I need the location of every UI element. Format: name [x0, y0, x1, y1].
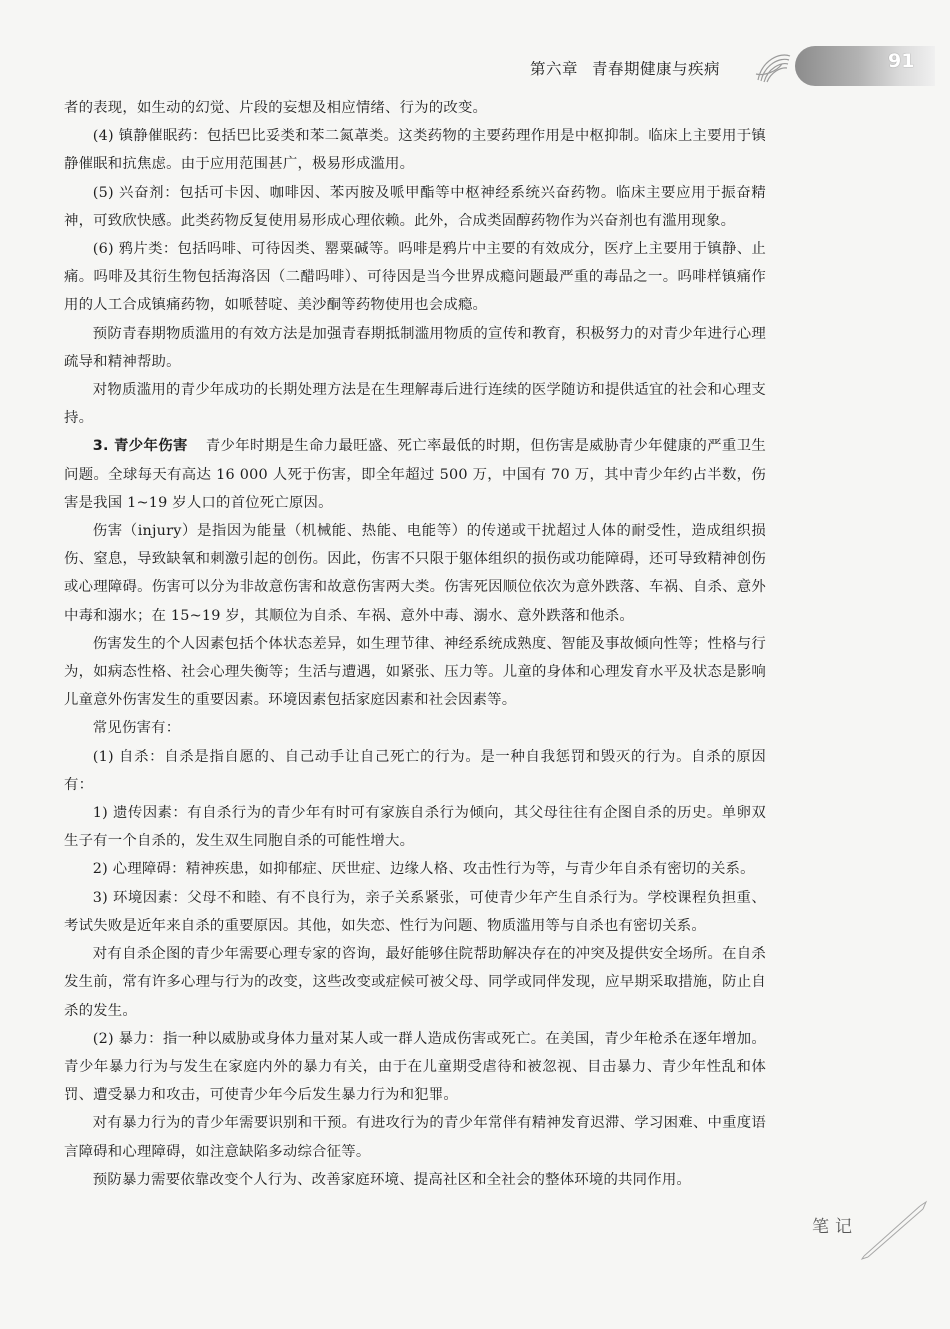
section-text: 青少年时期是生命力最旺盛、死亡率最低的时期，但伤害是威胁青少年健康的严重卫生问题。全球每天有高达 16 000 人死于伤害，即全年超过 500 万，中国有 70 万，其中青少年约占半数，伤害是我国 1~19 岁人口的首位死亡原因。: [64, 438, 766, 511]
paragraph: 对有暴力行为的青少年需要识别和干预。有进攻行为的青少年常伴有精神发育迟滞、学习困难、中重度语言障碍和心理障碍，如注意缺陷多动综合征等。: [64, 1115, 766, 1160]
paragraph: 伤害（injury）是指因为能量（机械能、热能、电能等）的传递或干扰超过人体的耐受性，造成组织损伤、窒息，导致缺氧和刺激引起的创伤。因此，伤害不只限于躯体组织的损伤或功能障碍，还可导致精神创伤或心理障碍。伤害可以分为非故意伤害和故意伤害两大类。伤害死因顺位依次为意外跌落、车祸、自杀、意外中毒和溺水；在 15~19 岁，其顺位为自杀、车祸、意外中毒、溺水、意外跌落和他杀。: [64, 523, 766, 624]
chapter-header: [530, 57, 720, 79]
page-header: [0, 38, 950, 94]
paragraph: 对物质滥用的青少年成功的长期处理方法是在生理解毒后进行连续的医学随访和提供适宜的社会和心理支持。: [64, 382, 766, 427]
paragraph: 伤害发生的个人因素包括个体状态差异，如生理节律、神经系统成熟度、智能及事故倾向性等；性格与行为，如病态性格、社会心理失衡等；生活与遭遇，如紧张、压力等。儿童的身体和心理发育水平及状态是影响儿童意外伤害发生的重要因素。环境因素包括家庭因素和社会因素等。: [64, 635, 766, 709]
paragraph: 3) 环境因素：父母不和睦、有不良行为，亲子关系紧张，可使青少年产生自杀行为。学校课程负担重、考试失败是近年来自杀的重要原因。其他，如失恋、性行为问题、物质滥用等与自杀也有密切关系。: [64, 889, 766, 934]
chapter-number: 第六章: [529, 60, 578, 78]
paragraph: (6) 鸦片类：包括吗啡、可待因类、罂粟碱等。吗啡是鸦片中主要的有效成分，医疗上主要用于镇静、止痛。吗啡及其衍生物包括海洛因（二醋吗啡）、可待因是当今世界成瘾问题最严重的毒品之一。吗啡样镇痛作用的人工合成镇痛药物，如哌替啶、美沙酮等药物使用也会成瘾。: [64, 241, 766, 314]
pen-icon: [860, 1200, 930, 1260]
paragraph: (5) 兴奋剂：包括可卡因、咖啡因、苯丙胺及哌甲酯等中枢神经系统兴奋药物。临床主要应用于振奋精神，可致欣快感。此类药物反复使用易形成心理依赖。此外，合成类固醇药物作为兴奋剂也有滥用现象。: [64, 184, 766, 229]
swirl-decoration-icon: [752, 46, 794, 86]
paragraph: 预防暴力需要依靠改变个人行为、改善家庭环境、提高社区和全社会的整体环境的共同作用。: [92, 1171, 692, 1188]
page-body: [64, 94, 766, 1194]
paragraph: 常见伤害有：: [92, 720, 181, 737]
chapter-title: 青春期健康与疾病: [591, 60, 720, 78]
section-paragraph: [64, 432, 766, 517]
paragraph: (4) 镇静催眠药：包括巴比妥类和苯二氮䓬类。这类药物的主要药理作用是中枢抑制。临床上主要用于镇静催眠和抗焦虑。由于应用范围甚广，极易形成滥用。: [64, 128, 766, 173]
paragraph: 者的表现，如生动的幻觉、片段的妄想及相应情绪、行为的改变。: [64, 100, 488, 116]
paragraph: 1) 遗传因素：有自杀行为的青少年有时可有家族自杀行为倾向，其父母往往有企图自杀的历史。单卵双生子有一个自杀的，发生双生同胞自杀的可能性增大。: [64, 805, 766, 850]
margin-note-label: 笔记: [812, 1217, 858, 1237]
paragraph: (1) 自杀：自杀是指自愿的、自己动手让自己死亡的行为。是一种自我惩罚和毁灭的行为。自杀的原因有：: [64, 748, 766, 793]
section-title: 3. 青少年伤害: [92, 438, 188, 455]
paragraph: 对有自杀企图的青少年需要心理专家的咨询，最好能够住院帮助解决存在的冲突及提供安全场所。在自杀发生前，常有许多心理与行为的改变，这些改变或症候可被父母、同学或同伴发现，应早期采取措施，防止自杀的发生。: [64, 946, 766, 1019]
page-number: 91: [888, 50, 915, 72]
paragraph: 预防青春期物质滥用的有效方法是加强青春期抵制滥用物质的宣传和教育，积极努力的对青少年进行心理疏导和精神帮助。: [64, 325, 766, 370]
paragraph: 2) 心理障碍：精神疾患，如抑郁症、厌世症、边缘人格、攻击性行为等，与青少年自杀有密切的关系。: [92, 861, 755, 878]
paragraph: (2) 暴力：指一种以威胁或身体力量对某人或一群人造成伤害或死亡。在美国，青少年枪杀在逐年增加。青少年暴力行为与发生在家庭内外的暴力有关，由于在儿童期受虐待和被忽视、目击暴力、青少年性乱和体罚、遭受暴力和攻击，可使青少年今后发生暴力行为和犯罪。: [64, 1030, 766, 1104]
